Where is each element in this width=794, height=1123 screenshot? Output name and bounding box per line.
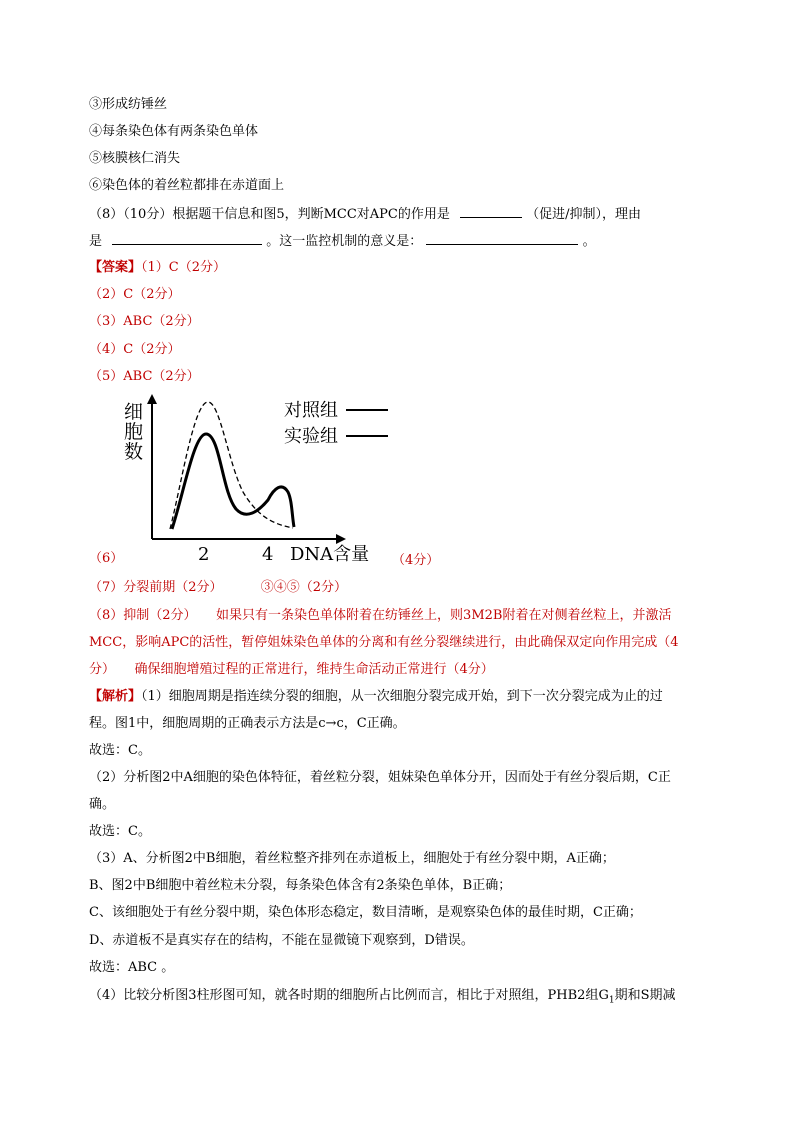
question-8-text-mid: （促进/抑制），理由 (526, 207, 642, 222)
answer-1: （1）C（2分） (141, 260, 227, 275)
analysis-1-line2: 程。图1中，细胞周期的正确表示方法是c→c，C正确。 (89, 716, 406, 731)
question-8-line1 (89, 204, 641, 225)
question-8-text-reason: 是 (89, 234, 103, 249)
answer-7-part-b: ③④⑤（2分） (260, 580, 347, 595)
answer-line-1 (89, 258, 226, 278)
answer-6-label: （6） (89, 551, 124, 566)
question-8-text-end: 。 (582, 234, 596, 249)
analysis-3-line2: B、图2中B细胞中着丝粒未分裂，每条染色体含有2条染色单体，B正确； (89, 878, 512, 893)
answer-3: （3）ABC（2分） (89, 314, 200, 329)
answer-blank-reason (112, 231, 262, 245)
answer-6-score: （4分） (392, 553, 440, 568)
option-5: ⑤核膜核仁消失 (89, 151, 181, 166)
answer-tag: 【答案】 (89, 260, 142, 275)
analysis-3-line4: D、赤道板不是真实存在的结构，不能在显微镜下观察到，D错误。 (89, 933, 474, 948)
answer-8-line3: 分） 确保细胞增殖过程的正常进行，维持生命活动正常进行（4分） (89, 662, 494, 677)
analysis-4-text: （4）比较分析图3柱形图可知，就各时期的细胞所占比例而言，相比于对照组，PHB2组G (89, 988, 609, 1003)
graph-ylabel-1: 细 (124, 401, 144, 423)
analysis-tag: 【解析】 (89, 689, 142, 704)
option-3: ③形成纺锤丝 (89, 97, 168, 112)
analysis-3-line3: C、该细胞处于有丝分裂中期，染色体形态稳定，数目清晰，是观察染色体的最佳时期，C正确； (89, 905, 642, 920)
graph-y-arrow (147, 394, 157, 404)
answer-7-part-a: （7）分裂前期（2分） (89, 580, 223, 595)
question-8-line2 (89, 231, 596, 252)
answer-blank-significance (426, 231, 578, 245)
answer-blank-effect (460, 204, 522, 218)
dna-content-graph (118, 392, 398, 572)
x-tick-2: 2 (198, 544, 210, 565)
analysis-4-subscript: 1 (608, 995, 615, 1006)
analysis-2-line1: （2）分析图2中A细胞的染色体特征，着丝粒分裂，姐妹染色单体分开，因而处于有丝分裂后期，C正 (89, 770, 671, 785)
analysis-2-select: 故选：C。 (89, 824, 151, 839)
answer-8-line1: （8）抑制（2分） 如果只有一条染色单体附着在纺锤丝上，则3M2B附着在对侧着丝粒上，并激活 (89, 608, 672, 623)
graph-ylabel-3: 数 (124, 441, 144, 463)
legend-experimental-label: 实验组 (284, 426, 338, 447)
answer-7 (89, 578, 347, 598)
graph-x-arrow (336, 534, 346, 544)
legend-control-label: 对照组 (284, 400, 338, 421)
analysis-1-select: 故选：C。 (89, 743, 151, 758)
analysis-3-select: 故选：ABC 。 (89, 960, 175, 975)
question-8-text-significance: 。这一监控机制的意义是： (266, 234, 423, 249)
option-6: ⑥染色体的着丝粒都排在赤道面上 (89, 178, 285, 193)
x-axis-label: DNA含量 (290, 544, 370, 565)
answer-8-line2: MCC，影响APC的活性，暂停姐妹染色单体的分离和有丝分裂继续进行，由此确保双定向作用完成（4 (89, 635, 679, 650)
analysis-4-text-end: 期和S期减 (614, 988, 676, 1003)
analysis-2-line2: 确。 (89, 797, 116, 812)
answer-4: （4）C（2分） (89, 342, 181, 357)
answer-5: （5）ABC（2分） (89, 369, 200, 384)
analysis-1-text: （1）细胞周期是指连续分裂的细胞，从一次细胞分裂完成开始，到下一次分裂完成为止的过 (141, 689, 663, 704)
analysis-3-line1: （3）A、分析图2中B细胞，着丝粒整齐排列在赤道板上，细胞处于有丝分裂中期，A正确； (89, 851, 615, 866)
answer-2: （2）C（2分） (89, 287, 181, 302)
experimental-group-curve (172, 434, 294, 529)
question-8-text: （8）（10分）根据题干信息和图5，判断MCC对APC的作用是 (89, 207, 450, 222)
option-4: ④每条染色体有两条染色单体 (89, 124, 259, 139)
graph-ylabel-2: 胞 (124, 421, 144, 443)
analysis-4-line1 (89, 986, 675, 1011)
analysis-1-line1 (89, 687, 663, 707)
x-tick-4: 4 (262, 544, 274, 565)
